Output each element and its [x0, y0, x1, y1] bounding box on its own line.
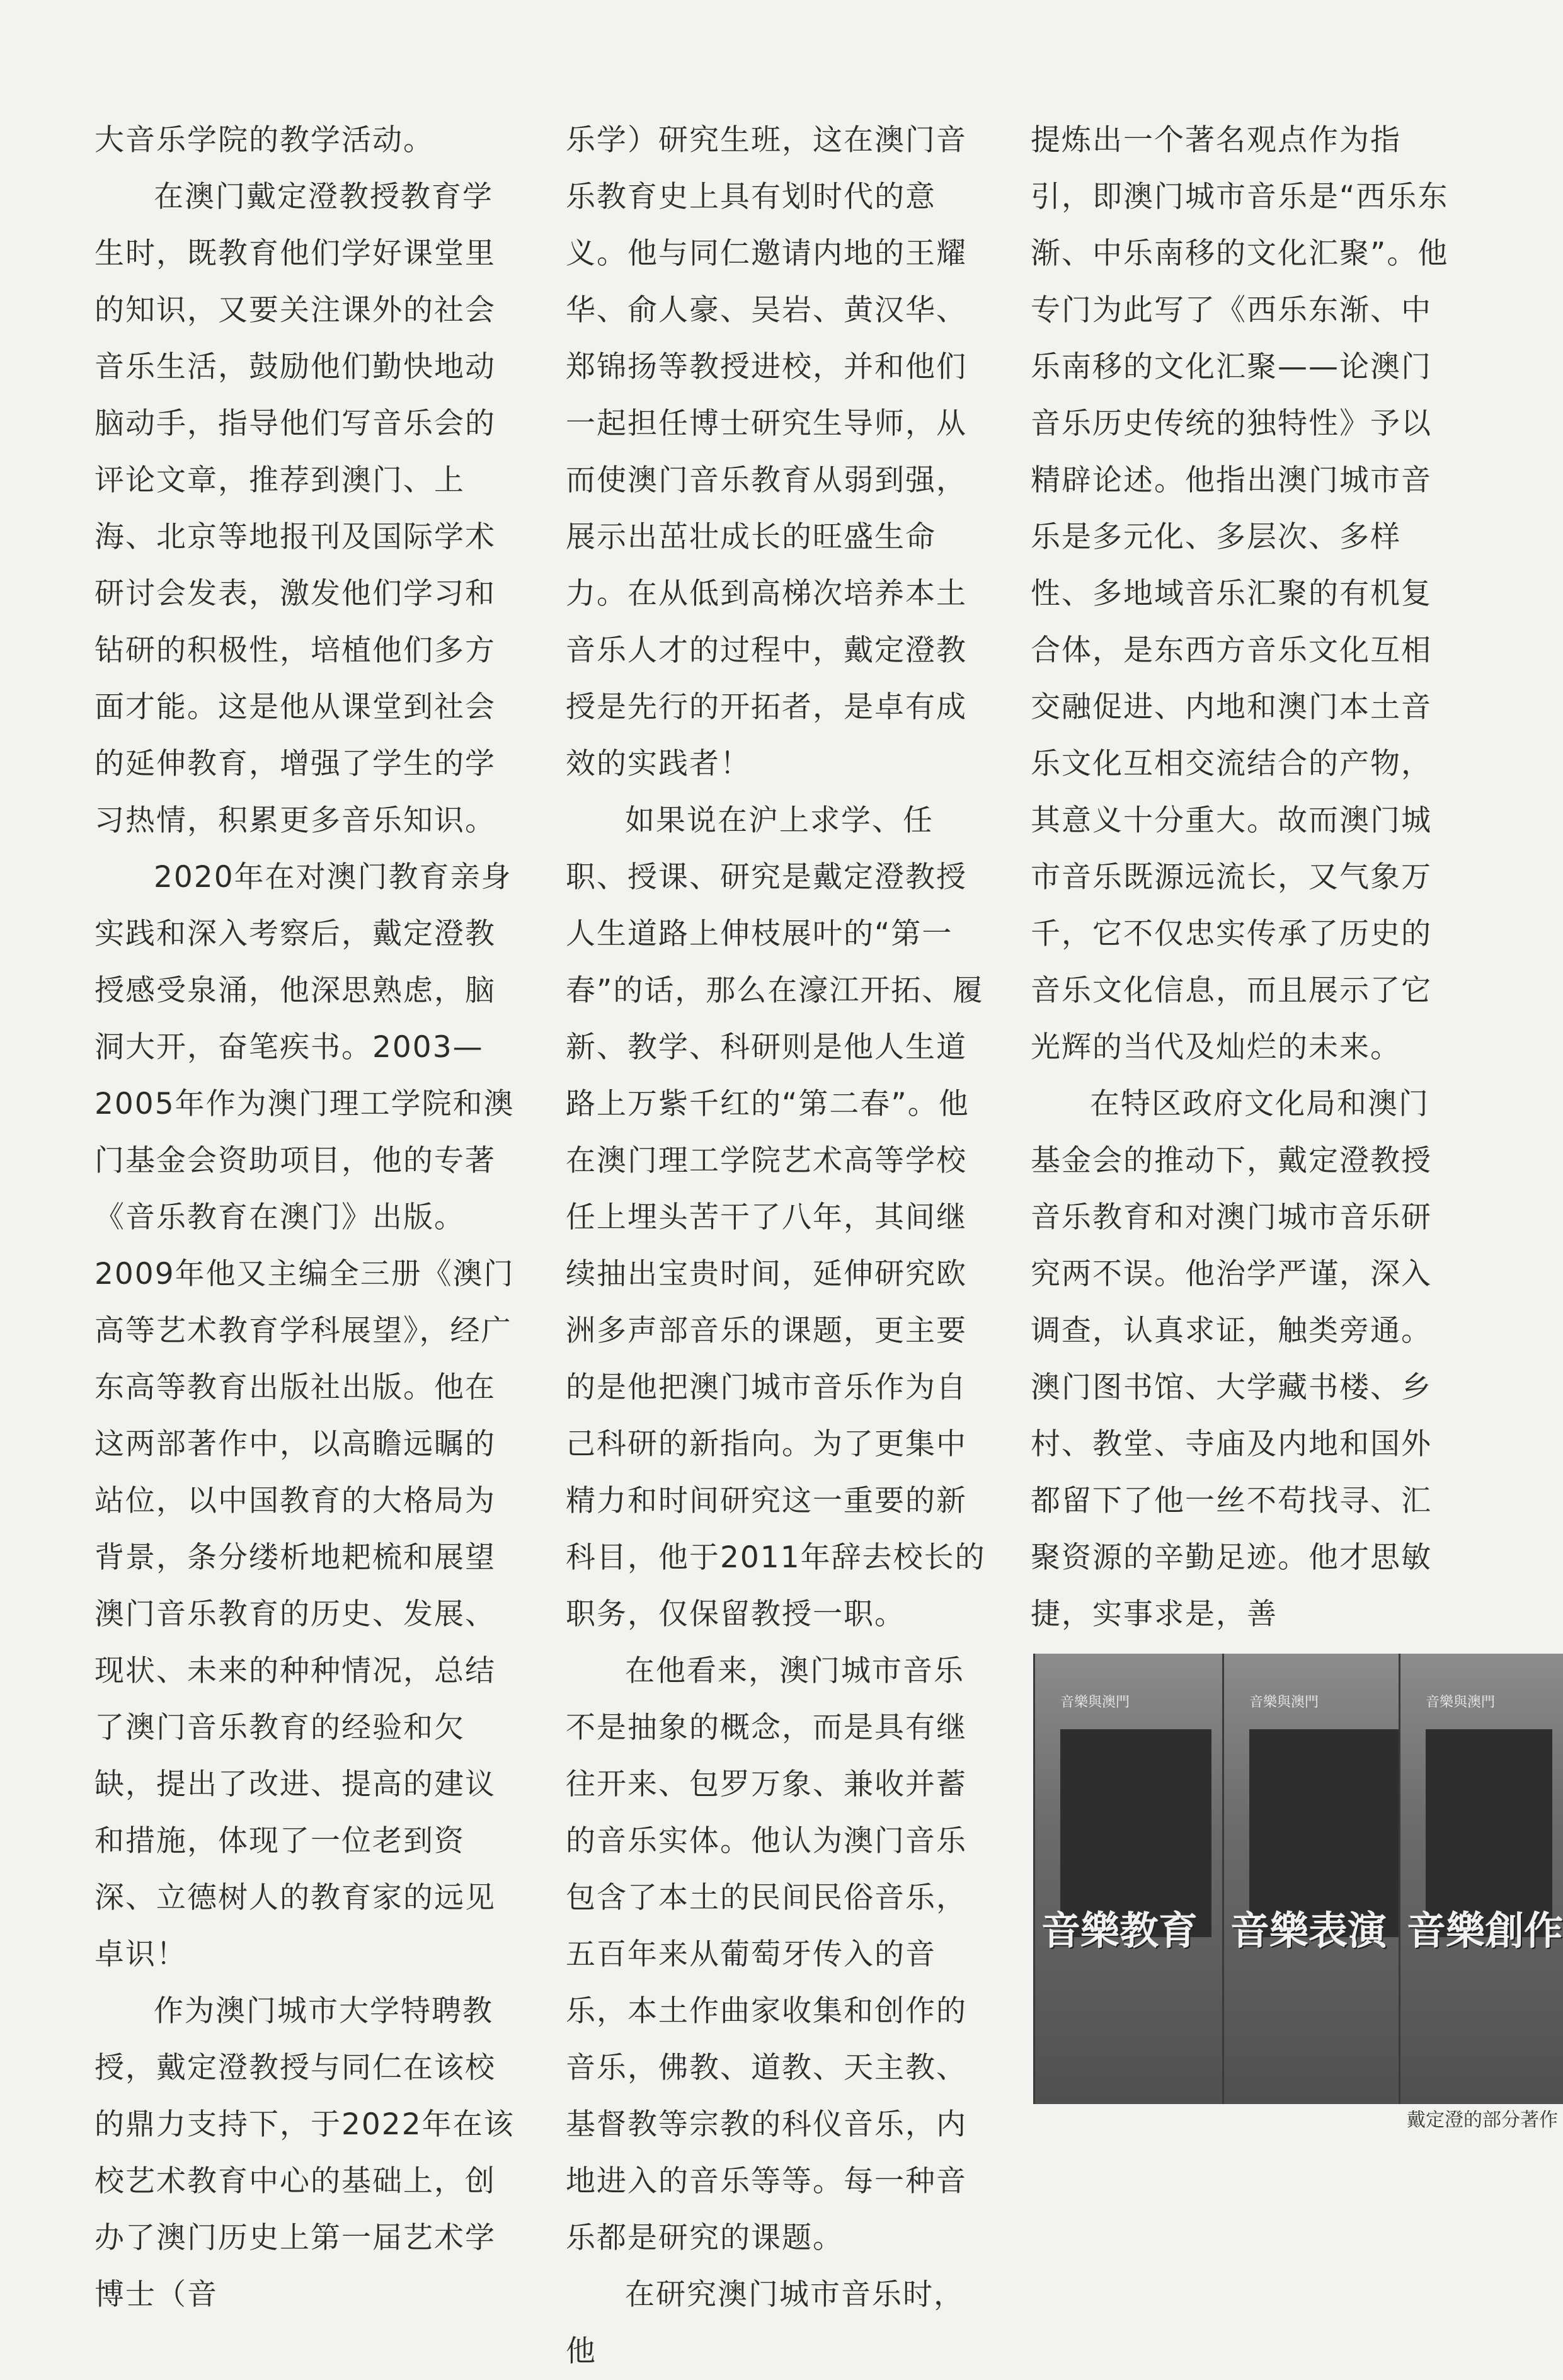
book-cover: [1222, 1654, 1413, 2104]
paragraph: 乐学）研究生班，这在澳门音乐教育史上具有划时代的意义。他与同仁邀请内地的王耀华、俞人豪、吴岩、黄汉华、郑锦扬等教授进校，并和他们一起担任博士研究生导师，从而使澳门音乐教育从弱到强，展示出茁壮成长的旺盛生命力。在从低到高梯次培养本土音乐人才的过程中，戴定澄教授是先行的开拓者，是卓有成效的实践者！: [566, 123, 967, 781]
book-covers-photo: [1033, 1654, 1563, 2104]
text-column-3: [1031, 112, 1456, 1643]
book-series-label: 音樂與澳門: [1060, 1695, 1130, 1710]
book-title: 音樂表演: [1230, 1908, 1387, 1954]
paragraph: 如果说在沪上求学、任职、授课、研究是戴定澄教授人生道路上伸枝展叶的“第一春”的话，那么在濠江开拓、履新、教学、科研则是他人生道路上万紫千红的“第二春”。他在澳门理工学院艺术高等学校任上埋头苦干了八年，其间继续抽出宝贵时间，延伸研究欧洲多声部音乐的课题，更主要的是他把澳门城市音乐作为自己科研的新指向。为了更集中精力和时间研究这一重要的新科目，他于2011年辞去校长的职务，仅保留教授一职。: [566, 803, 986, 1632]
book-series-label: 音樂與澳門: [1249, 1695, 1319, 1710]
paragraph: 在研究澳门城市音乐时，他: [566, 2277, 965, 2369]
paragraph: 大音乐学院的教学活动。: [94, 123, 434, 157]
paragraph: 2020年在对澳门教育亲身实践和深入考察后，戴定澄教授感受泉涌，他深思熟虑，脑洞大开，奋笔疾书。2003—2005年作为澳门理工学院和澳门基金会资助项目，他的专著《音乐教育在澳门》出版。2009年他又主编全三册《澳门高等艺术教育学科展望》，经广东高等教育出版社出版。他在这两部著作中，以高瞻远瞩的站位，以中国教育的大格局为背景，条分缕析地耙梳和展望澳门音乐教育的历史、发展、现状、未来的种种情况，总结了澳门音乐教育的经验和欠缺，提出了改进、提高的建议和措施，体现了一位老到资深、立德树人的教育家的远见卓识！: [94, 860, 515, 1972]
book-title: 音樂教育: [1041, 1908, 1198, 1954]
paragraph: 在他看来，澳门城市音乐不是抽象的概念，而是具有继往开来、包罗万象、兼收并蓄的音乐实体。他认为澳门音乐包含了本土的民间民俗音乐，五百年来从葡萄牙传入的音乐，本土作曲家收集和创作的音乐，佛教、道教、天主教、基督教等宗教的科仪音乐，内地进入的音乐等等。每一种音乐都是研究的课题。: [566, 1654, 967, 2255]
book-series-label: 音樂與澳門: [1426, 1695, 1496, 1710]
text-column-1: [94, 112, 520, 2323]
paragraph: 作为澳门城市大学特聘教授，戴定澄教授与同仁在该校的鼎力支持下，于2022年在该校艺术教育中心的基础上，创办了澳门历史上第一届艺术学博士（音: [94, 1994, 515, 2312]
paragraph: 提炼出一个著名观点作为指引，即澳门城市音乐是“西乐东渐、中乐南移的文化汇聚”。他专门为此写了《西乐东渐、中乐南移的文化汇聚——论澳门音乐历史传统的独特性》予以精辟论述。他指出澳门城市音乐是多元化、多层次、多样性、多地域音乐汇聚的有机复合体，是东西方音乐文化互相交融促进、内地和澳门本土音乐文化互相交流结合的产物，其意义十分重大。故而澳门城市音乐既源远流长，又气象万千，它不仅忠实传承了历史的音乐文化信息，而且展示了它光辉的当代及灿烂的未来。: [1031, 123, 1449, 1065]
paragraph: 在澳门戴定澄教授教育学生时，既教育他们学好课堂里的知识，又要关注课外的社会音乐生活，鼓励他们勤快地动脑动手，指导他们写音乐会的评论文章，推荐到澳门、上海、北京等地报刊及国际学术研讨会发表，激发他们学习和钻研的积极性，培植他们多方面才能。这是他从课堂到社会的延伸教育，增强了学生的学习热情，积累更多音乐知识。: [94, 180, 496, 838]
photo-caption: 戴定澄的部分著作: [1407, 2109, 1558, 2131]
text-column-2: [566, 112, 988, 2380]
paragraph: 在特区政府文化局和澳门基金会的推动下，戴定澄教授音乐教育和对澳门城市音乐研究两不误。他治学严谨，深入调查，认真求证，触类旁通。澳门图书馆、大学藏书楼、乡村、教堂、寺庙及内地和国外都留下了他一丝不苟找寻、汇聚资源的辛勤足迹。他才思敏捷，实事求是，善: [1031, 1087, 1432, 1632]
book-title: 音樂創作: [1407, 1908, 1563, 1954]
book-cover: [1033, 1654, 1224, 2104]
book-cover: [1399, 1654, 1563, 2104]
